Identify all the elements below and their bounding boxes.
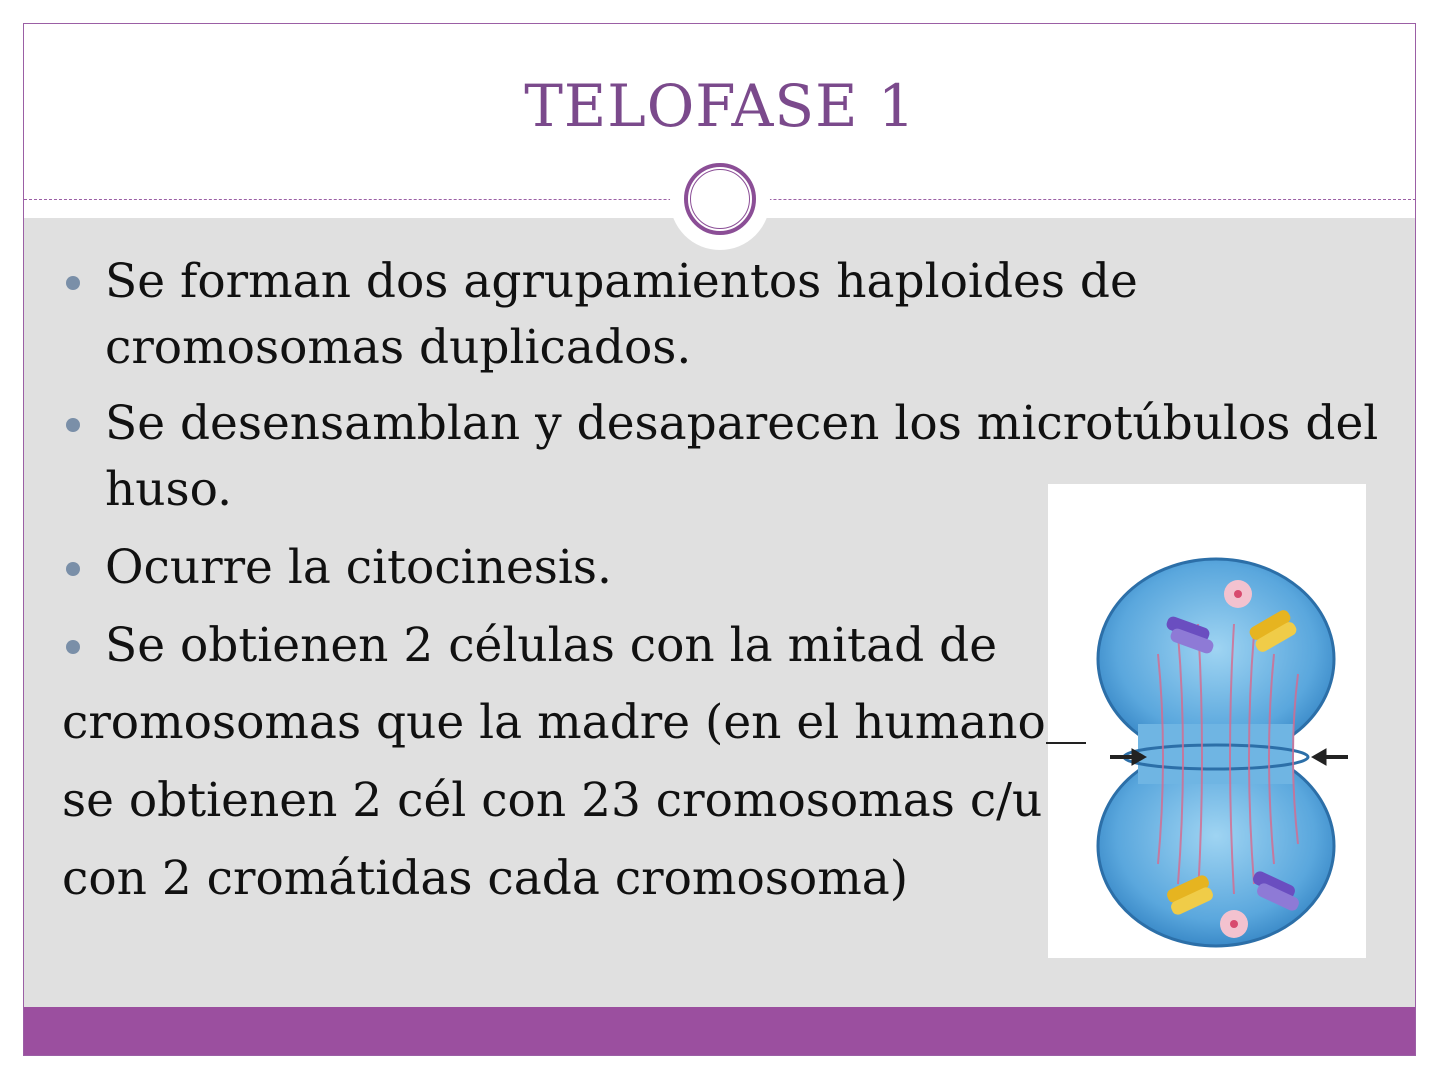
pointer-line [1046,742,1086,744]
bullet-4-line-1: Se obtienen 2 células con la mitad de [105,618,998,673]
footer-bar [24,1007,1415,1055]
bullet-dot-icon [66,418,80,432]
bullet-1-line-2: cromosomas duplicados. [105,320,692,375]
continuation-line-1: cromosomas que la madre (en el humano [62,695,1046,750]
bullet-3-line-1: Ocurre la citocinesis. [105,540,612,595]
continuation-line-2: se obtienen 2 cél con 23 cromosomas c/u [62,773,1043,828]
slide-title: TELOFASE 1 [524,72,916,140]
continuation-line-3: con 2 cromátidas cada cromosoma) [62,851,909,906]
bullet-1-line-1: Se forman dos agrupamientos haploides de [105,254,1138,309]
circle-ornament-icon [684,163,756,235]
bullet-2-line-2: huso. [105,462,233,517]
bullet-dot-icon [66,276,80,290]
dividing-cell-icon [1048,484,1366,958]
bullet-dot-icon [66,562,80,576]
bullet-dot-icon [66,640,80,654]
bullet-2-line-1: Se desensamblan y desaparecen los microtúbulos del [105,396,1379,451]
telophase-cell-illustration [1048,484,1366,958]
